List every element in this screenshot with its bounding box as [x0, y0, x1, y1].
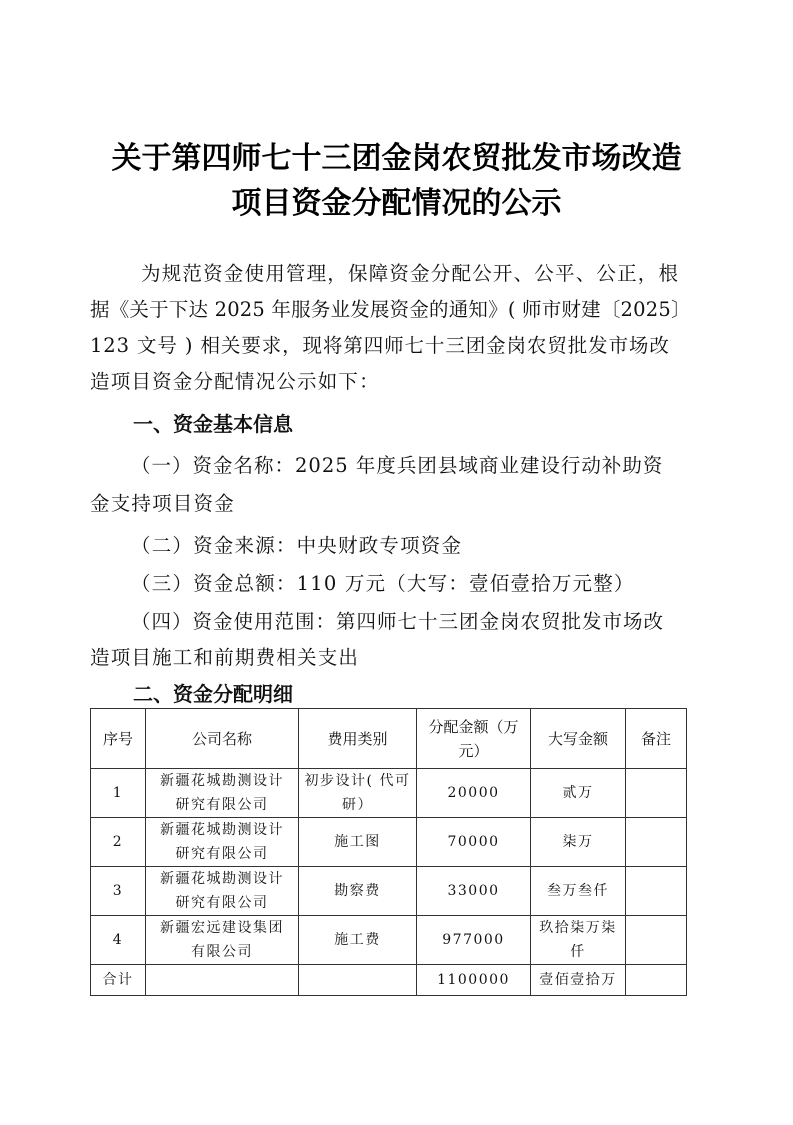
- row-category: [299, 769, 417, 818]
- intro-line-4: 造项目资金分配情况公示如下：: [90, 370, 380, 393]
- header-upper-amount: 大写金额: [531, 709, 626, 769]
- row-company: [146, 769, 299, 818]
- row-no: 4: [91, 916, 146, 965]
- row-note: [626, 818, 687, 867]
- header-amount-line-1: 分配金额（万: [428, 717, 519, 736]
- company-line-1: 新疆花城勘测设计: [160, 822, 284, 838]
- header-amount: [417, 709, 531, 769]
- header-category: 费用类别: [299, 709, 417, 769]
- upper-line-1: 玖拾柒万柒: [539, 920, 617, 936]
- row-note: [626, 867, 687, 916]
- total-amount: 1100000: [417, 965, 531, 996]
- row-category: 施工费: [299, 916, 417, 965]
- section-1-item-2: （二）资金来源：中央财政专项资金: [131, 534, 463, 557]
- header-note: 备注: [626, 709, 687, 769]
- total-note: [626, 965, 687, 996]
- row-company: [146, 916, 299, 965]
- category-line-2: 研）: [342, 797, 373, 813]
- upper-line-2: 仟: [570, 944, 586, 960]
- row-category: 勘察费: [299, 867, 417, 916]
- row-upper-amount: [531, 916, 626, 965]
- section-1-item-1-cont: 金支持项目资金: [90, 492, 235, 515]
- intro-line-1: 为规范资金使用管理，保障资金分配公开、公平、公正，根: [141, 262, 680, 285]
- company-line-1: 新疆花城勘测设计: [160, 773, 284, 789]
- company-line-2: 研究有限公司: [175, 895, 269, 911]
- row-no: 1: [91, 769, 146, 818]
- row-no: 3: [91, 867, 146, 916]
- table-total-row: [91, 965, 687, 996]
- row-category: 施工图: [299, 818, 417, 867]
- row-company: [146, 867, 299, 916]
- category-line-1: 初步设计( 代可: [304, 773, 411, 789]
- row-upper-amount: 贰万: [531, 769, 626, 818]
- total-upper-amount: 壹佰壹拾万: [531, 965, 626, 996]
- company-line-2: 研究有限公司: [175, 846, 269, 862]
- section-1-item-4: （四）资金使用范围：第四师七十三团金岗农贸批发市场改: [131, 610, 665, 633]
- document-title-line-1: 关于第四师七十三团金岗农贸批发市场改造: [111, 141, 682, 176]
- total-company: [146, 965, 299, 996]
- section-1-heading: 一、资金基本信息: [133, 412, 293, 436]
- section-1-item-4-cont: 造项目施工和前期费相关支出: [90, 646, 360, 669]
- row-amount: 20000: [417, 769, 531, 818]
- company-line-2: 研究有限公司: [175, 797, 269, 813]
- row-amount: 977000: [417, 916, 531, 965]
- section-2-heading: 二、资金分配明细: [133, 682, 293, 706]
- row-note: [626, 916, 687, 965]
- company-line-1: 新疆宏远建设集团: [160, 920, 284, 936]
- row-amount: 33000: [417, 867, 531, 916]
- table-header-row: [91, 709, 687, 769]
- document-title-line-2: 项目资金分配情况的公示: [231, 186, 562, 221]
- row-amount: 70000: [417, 818, 531, 867]
- table-row: [91, 818, 687, 867]
- row-company: [146, 818, 299, 867]
- company-line-1: 新疆花城勘测设计: [160, 871, 284, 887]
- section-1-item-3: （三）资金总额：110 万元（大写：壹佰壹拾万元整）: [131, 572, 635, 595]
- company-line-2: 有限公司: [191, 944, 253, 960]
- intro-line-2: 据《关于下达 2025 年服务业发展资金的通知》( 师市财建〔2025〕: [90, 298, 691, 321]
- header-company: 公司名称: [146, 709, 299, 769]
- table-row: [91, 916, 687, 965]
- section-1-item-1: （一）资金名称：2025 年度兵团县域商业建设行动补助资: [131, 454, 664, 477]
- row-no: 2: [91, 818, 146, 867]
- total-label: 合计: [91, 965, 146, 996]
- table-row: [91, 867, 687, 916]
- row-upper-amount: 柒万: [531, 818, 626, 867]
- header-amount-line-2: 元）: [458, 741, 489, 760]
- allocation-table: [90, 708, 687, 996]
- intro-line-3: 123 文号 ) 相关要求，现将第四师七十三团金岗农贸批发市场改: [90, 334, 670, 357]
- header-no: 序号: [91, 709, 146, 769]
- total-category: [299, 965, 417, 996]
- row-note: [626, 769, 687, 818]
- table-row: [91, 769, 687, 818]
- row-upper-amount: 叁万叁仟: [531, 867, 626, 916]
